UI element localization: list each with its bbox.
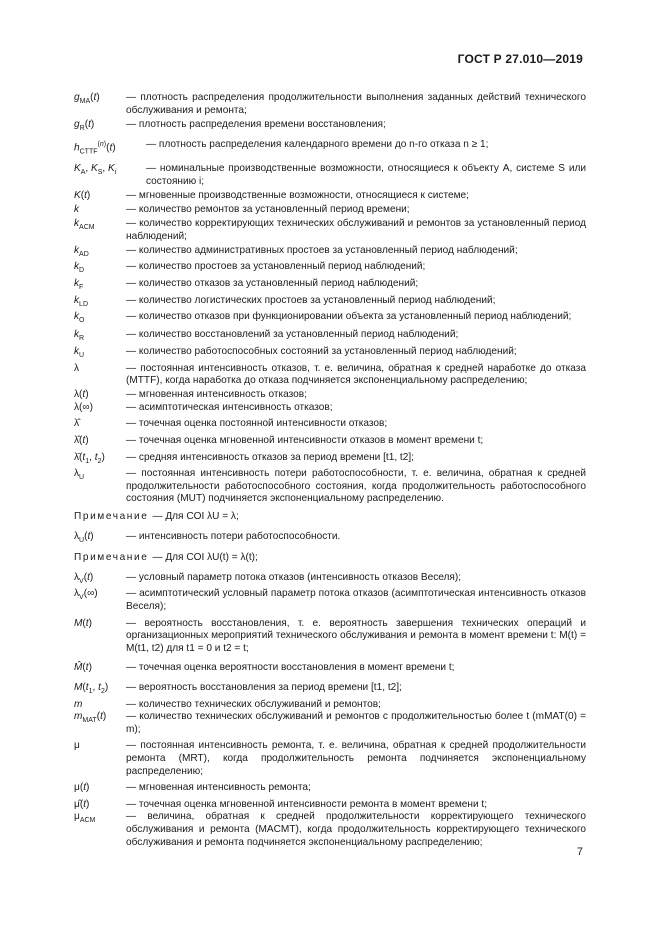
list-item [74,662,586,675]
definition: — постоянная интенсивность отказов, т. е. величина, обратная к средней наработке до отказа (MTTF), когда наработка до отказа подчиняется экспоненциальному распределению; [126,362,586,387]
symbol: λ [74,362,80,374]
definition: — количество простоев за установленный период наблюдений; [126,261,426,273]
list-item [74,699,586,712]
symbol: $k_{ACM}$ [74,218,95,232]
definition: — величина, обратная к средней продолжительности корректирующего технического обслуживания и ремонта (MACMT), когда продолжительность корректирующего технического обслуживания и ремонта подчиняется экспоненциальному распределению; [126,811,586,848]
list-item [74,682,586,699]
symbol: $\lambdā(t_1$, $t_2$) [74,451,105,465]
list-item [74,119,586,136]
list-item [74,92,586,117]
definition: — количество логистических простоев за установленный период наблюдений; [126,294,496,306]
list-item [74,329,586,346]
symbol: μ̂(t) [74,798,90,810]
symbol: $k_D$ [74,261,85,275]
list-item [74,311,586,328]
definition: — асимптотическая интенсивность отказов; [126,401,333,413]
definition: — вероятность восстановления, т. е. вероятность завершения технических операций и организационных мероприятий технического обслуживания и ремонта в момент времени t: M(t) = M(t1, t2) для t1 = 0 и t2 = t; [126,617,586,654]
definition: — количество административных простоев за установленный период наблюдений; [126,244,518,256]
symbol: m [74,698,83,710]
definition: — количество корректирующих технических обслуживаний и ремонтов за установленный период наблюдений; [126,218,586,242]
list-item [74,204,586,217]
definition: — мгновенная интенсивность ремонта; [126,782,311,794]
symbol: λ̂(t) [74,435,89,447]
note-label: Примечание [74,552,149,564]
list-item [74,782,586,795]
list-item [74,588,586,613]
list-item [74,572,586,589]
symbol: $M(t_1$, $t_2$) [74,682,109,696]
symbol: $K_A$, $K_S$, $K_i$ [74,163,117,177]
symbol: λ(∞) [74,401,93,413]
list-item [74,799,586,812]
list-item [74,261,586,278]
symbol: $\lambda_U(t)$ [74,530,94,544]
definition: — количество отказов за установленный период наблюдений; [126,278,419,290]
symbol: $\lambda_V(\infty)$ [74,588,98,602]
list-item [74,363,586,388]
list-item [74,468,586,506]
definition: — постоянная интенсивность ремонта, т. е. величина, обратная к средней продолжительности ремонта (MRT), когда продолжительность ремонта подчиняется экспоненциальному распределению; [126,740,586,777]
symbol: $k_O$ [74,311,85,325]
symbol: M̂(t) [74,662,92,674]
list-item [74,811,586,849]
symbol: $\lambda_U$ [74,468,85,482]
list-item [74,418,586,431]
list-item [74,295,586,312]
definition: — интенсивность потери работоспособности. [126,530,341,542]
list-item [74,711,586,736]
symbol: $\mu_{ACM}$ [74,811,96,825]
symbol: $k_F$ [74,278,84,292]
definition: — условный параметр потока отказов (интенсивность отказов Веселя); [126,571,462,583]
list-item [74,740,586,778]
list-item [74,402,586,415]
definition: — мгновенные производственные возможности, относящиеся к системе; [126,189,469,201]
list-item [74,389,586,402]
symbol: M(t) [74,617,92,629]
symbols-list [74,92,586,849]
note [74,511,586,524]
symbol: $k_U$ [74,345,85,359]
list-item [74,278,586,295]
definition: — постоянная интенсивность потери работоспособности, т. е. величина, обратная к средней продолжительности работоспособного состояния, когда продолжительность работоспособного состояния (MUT) подчиняется экспоненциальному распределению. [126,468,586,505]
definition: — плотность распределения календарного времени до n-го отказа n ≥ 1; [146,139,489,151]
symbol: μ [74,740,80,752]
page-number: 7 [576,846,583,858]
definition: — плотность распределения времени восстановления; [126,118,386,130]
standard-header: ГОСТ Р 27.010—2019 [457,52,583,66]
symbol: k [74,204,80,216]
note [74,552,586,565]
list-item [74,139,586,159]
symbol: $k_R$ [74,329,85,343]
definition: — точечная оценка постоянной интенсивности отказов; [126,418,388,430]
definition: — точечная оценка мгновенной интенсивности ремонта в момент времени t; [126,798,488,810]
symbol: $\lambda_V(t)$ [74,571,94,585]
symbol: K(t) [74,189,91,201]
list-item [74,163,586,188]
definition: — точечная оценка мгновенной интенсивности отказов в момент времени t; [126,435,484,447]
list-item [74,245,586,262]
note-text: — Для COI λU = λ; [152,511,239,523]
definition: — плотность распределения продолжительности выполнения заданных действий технического обслуживания и ремонта; [126,92,586,116]
list-item [74,346,586,363]
symbol: $h_{CTTF}^{(n)}(t)$ [74,141,116,156]
definition: — количество ремонтов за установленный период времени; [126,204,410,216]
definition: — количество восстановлений за установленный период наблюдений; [126,329,459,341]
symbol: λ̂ [74,418,80,430]
symbol: $g_{MA}(t)$ [74,92,100,106]
definition: — количество технических обслуживаний и ремонтов с продолжительностью более t (mMAT(0) = m); [126,711,586,735]
symbol: $g_R(t)$ [74,118,95,132]
symbol: λ(t) [74,389,89,401]
definition: — средняя интенсивность отказов за период времени [t1, t2]; [126,451,414,463]
list-item [74,452,586,469]
note-text: — Для COI λU(t) = λ(t); [152,552,258,564]
definition: — мгновенная интенсивность отказов; [126,389,307,401]
list-item [74,218,586,243]
symbol: $m_{MAT}(t)$ [74,711,107,725]
list-item [74,190,586,203]
symbol: $k_{LD}$ [74,294,88,308]
list-item [74,531,586,548]
definition: — количество отказов при функционировании объекта за установленный период наблюдений; [126,311,572,323]
note-label: Примечание [74,511,149,523]
symbol: $k_{AD}$ [74,244,89,258]
definition: — вероятность восстановления за период времени [t1, t2]; [126,682,402,694]
definition: — количество технических обслуживаний и ремонтов; [126,698,381,710]
definition: — количество работоспособных состояний за установленный период наблюдений; [126,345,517,357]
definition: — асимптотический условный параметр потока отказов (асимптотическая интенсивность отказов Веселя); [126,588,586,613]
definition: — номинальные производственные возможности, относящиеся к объекту A, системе S или состоянию i; [146,163,586,187]
definition: — точечная оценка вероятности восстановления в момент времени t; [126,662,455,674]
list-item [74,618,586,656]
symbol: μ(t) [74,782,90,794]
list-item [74,435,586,448]
